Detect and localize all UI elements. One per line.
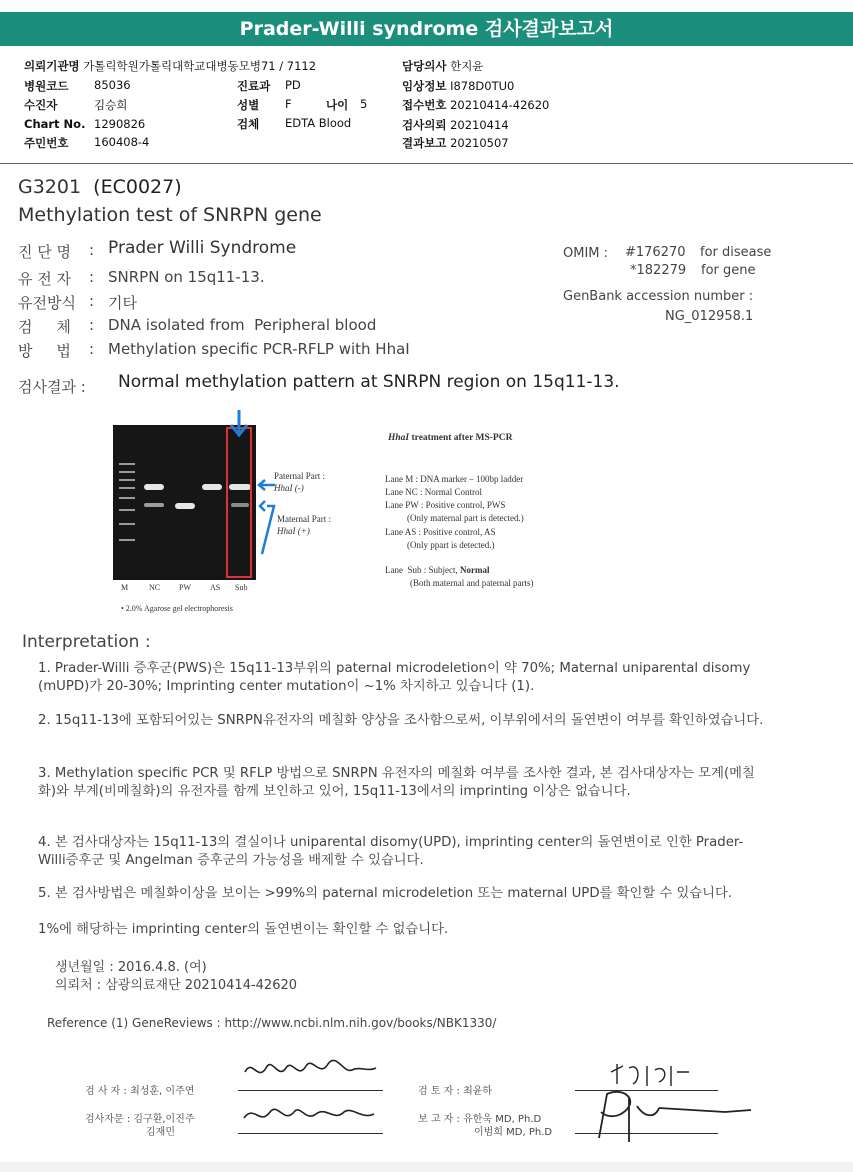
- lane-sub-note: (Both maternal and paternal parts): [410, 578, 534, 588]
- hospital-code-value: 85036: [94, 78, 131, 92]
- figure-heading-rest: treatment after MS-PCR: [409, 433, 513, 443]
- reporter-value-2: 이범희 MD, Ph.D: [474, 1127, 553, 1138]
- reviewer-row: [418, 1082, 492, 1097]
- advisor-label: 검사자문 :: [85, 1114, 131, 1125]
- test-code: G3201: [18, 176, 82, 198]
- gel-note: • 2.0% Agarose gel electrophoresis: [121, 604, 233, 613]
- age-row: [326, 97, 368, 113]
- gene-colon: :: [89, 268, 95, 286]
- specimen-field-colon: :: [89, 316, 95, 334]
- report-date-row: [402, 135, 509, 151]
- reviewer-label: 검 토 자 :: [418, 1086, 460, 1097]
- dept-label: 진료과: [237, 79, 271, 93]
- interpretation-item: 1%에 해당하는 imprinting center의 돌연변이는 확인할 수 없습니다.: [38, 922, 449, 937]
- report-title: Prader-Willi syndrome 검사결과보고서: [0, 12, 853, 46]
- paternal-arrow-icon: [256, 479, 276, 491]
- interpretation-item: 1. Prader-Willi 증후군(PWS)은 15q11-13부위의 paternal microdeletion이 약 70%; Maternal uniparental disomy (mUPD)가 20-30%; Imprinting center mutation이 ~1% 차지하고 있습니다 (1).: [38, 661, 751, 694]
- inheritance-label: 유전방식: [18, 294, 76, 312]
- specimen-label: 검체: [237, 117, 260, 131]
- sex-value: F: [285, 97, 292, 111]
- sex-label: 성별: [237, 98, 260, 112]
- maternal-label: Maternal Part :: [277, 514, 331, 524]
- header-divider: [0, 163, 853, 164]
- gene-label: 유 전 자: [18, 270, 72, 288]
- omim-label: OMIM :: [563, 246, 609, 261]
- doctor-row: [402, 58, 483, 74]
- lane-label-nc: NC: [149, 583, 161, 592]
- diagnosis-colon: :: [89, 241, 95, 259]
- clinical-row: [402, 78, 514, 94]
- lane-sub-bold: Normal: [460, 565, 490, 575]
- resident-label: 주민번호: [24, 136, 69, 150]
- interpretation-title: Interpretation :: [22, 632, 151, 652]
- reception-value: 20210414-42620: [450, 98, 550, 112]
- request-value: 20210414: [450, 118, 509, 132]
- clinical-value: I878D0TU0: [450, 79, 515, 93]
- maternal-sub: HhaI (+): [277, 526, 310, 536]
- ladder-band: [119, 487, 135, 489]
- omim-id-disease: #176270: [625, 245, 686, 260]
- specimen-row: [237, 116, 352, 132]
- genbank-value: NG_012958.1: [665, 309, 754, 324]
- as-paternal-band: [202, 484, 222, 490]
- tester-signature: [240, 1050, 380, 1090]
- institution-row: [24, 58, 316, 74]
- interpretation-item: 5. 본 검사방법은 메칠화이상을 보이는 >99%의 paternal microdeletion 또는 maternal UPD를 확인할 수 있습니다.: [38, 886, 733, 901]
- chart-value: 1290826: [94, 117, 146, 131]
- ladder-band: [119, 479, 135, 481]
- reviewer-signature: [605, 1058, 695, 1090]
- age-label: 나이: [326, 98, 349, 112]
- reception-row: [402, 97, 549, 113]
- reviewer-value: 최윤하: [463, 1086, 493, 1097]
- ladder-band: [119, 509, 135, 511]
- sex-row: [237, 97, 292, 113]
- advisor-signature-line: [238, 1133, 383, 1134]
- down-arrow-icon: [228, 408, 250, 440]
- hospital-code-row: [24, 78, 131, 94]
- gel-image: [113, 425, 256, 580]
- figure-heading: [388, 433, 512, 443]
- lane-sub-prefix: Lane Sub : Subject,: [385, 565, 460, 575]
- method-label: 방 법: [18, 342, 71, 360]
- ladder-band: [119, 463, 135, 465]
- institution-label: 의뢰기관명: [24, 59, 80, 73]
- resident-row: [24, 135, 150, 151]
- institution-value: 가톨릭학원가톨릭대학교대병동모병71 / 7112: [83, 59, 317, 73]
- method-colon: :: [89, 340, 95, 358]
- subject-lane-highlight: [226, 427, 252, 578]
- lane-nc-desc: Lane NC : Normal Control: [385, 487, 482, 497]
- figure-heading-enzyme: HhaI: [388, 433, 410, 443]
- lane-label-pw: PW: [179, 583, 191, 592]
- omim-desc-gene: for gene: [701, 263, 756, 278]
- collector-label: 수진자: [24, 98, 58, 112]
- lane-as-note: (Only ppart is detected.): [407, 540, 495, 550]
- diagnosis-label: 진 단 명: [18, 243, 72, 261]
- lane-pw-note: (Only maternal part is detected.): [407, 513, 524, 523]
- dept-row: [237, 78, 301, 94]
- paternal-sub: HhaI (-): [274, 483, 304, 493]
- reporter-value: 유한욱 MD, Ph.D: [463, 1114, 542, 1125]
- reference-line: Reference (1) GeneReviews : http://www.ncbi.nlm.nih.gov/books/NBK1330/: [47, 1016, 497, 1030]
- interpretation-item: 4. 본 검사대상자는 15q11-13의 결실이나 uniparental disomy(UPD), imprinting center의 돌연변이로 인한 Prader-Willi증후군 및 Angelman 증후군의 가능성을 배제할 수 있습니다.: [38, 835, 744, 868]
- nc-maternal-band: [144, 503, 164, 507]
- request-row: [402, 117, 509, 133]
- birth-line: 생년월일 : 2016.4.8. (여): [55, 960, 207, 975]
- hospital-code-label: 병원코드: [24, 79, 69, 93]
- advisor-signature: [240, 1098, 380, 1132]
- ladder-band: [119, 523, 135, 525]
- reporter-signature: [585, 1088, 755, 1144]
- omim-desc-disease: for disease: [700, 245, 772, 260]
- tester-signature-line: [238, 1090, 383, 1091]
- chart-label: Chart No.: [24, 117, 86, 131]
- lane-label-sub: Sub: [235, 583, 248, 592]
- test-name: Methylation test of SNRPN gene: [18, 204, 322, 226]
- paternal-label: Paternal Part :: [274, 471, 325, 481]
- collector-row: [24, 97, 128, 113]
- lane-label-m: M: [121, 583, 129, 592]
- resident-value: 160408-4: [94, 135, 150, 149]
- report-date-value: 20210507: [450, 136, 509, 150]
- inheritance-value: 기타: [108, 294, 137, 312]
- specimen-field-label: 검 체: [18, 318, 71, 336]
- result-label: 검사결과 :: [18, 378, 86, 396]
- doctor-value: 한지윤: [450, 59, 484, 73]
- reporter-label: 보 고 자 :: [418, 1114, 460, 1125]
- genbank-label: GenBank accession number :: [563, 289, 754, 304]
- diagnosis-value: Prader Willi Syndrome: [108, 238, 297, 258]
- lane-sub-desc: [385, 565, 490, 575]
- chart-row: [24, 117, 146, 131]
- ladder-band: [119, 471, 135, 473]
- reception-label: 접수번호: [402, 98, 447, 112]
- request-label: 검사의뢰: [402, 118, 447, 132]
- specimen-field-value: DNA isolated from Peripheral blood: [108, 316, 377, 334]
- nc-paternal-band: [144, 484, 164, 490]
- interpretation-item: 3. Methylation specific PCR 및 RFLP 방법으로 SNRPN 유전자의 메칠화 여부를 조사한 결과, 본 검사대상자는 모계(메칠화)와 부계(비메칠화)의 유전자를 함께 보인하고 있어, 15q11-13에서의 imprinting 이상은 없습니다.: [38, 766, 755, 799]
- dept-value: PD: [285, 78, 301, 92]
- report-date-label: 결과보고: [402, 136, 447, 150]
- lane-pw-desc: Lane PW : Positive control, PWS: [385, 500, 506, 510]
- interpretation-item: 2. 15q11-13에 포함되어있는 SNRPN유전자의 메칠화 양상을 조사함으로써, 이부위에서의 돌연변이 여부를 확인하였습니다.: [38, 713, 764, 728]
- ladder-band: [119, 497, 135, 499]
- tester-row: [85, 1082, 194, 1097]
- test-code-paren: (EC0027): [93, 176, 182, 198]
- omim-id-gene: *182279: [630, 263, 687, 278]
- inheritance-colon: :: [89, 292, 95, 310]
- lane-m-desc: Lane M : DNA marker – 100bp ladder: [385, 474, 524, 484]
- doctor-label: 담당의사: [402, 59, 447, 73]
- referrer-line: 의뢰처 : 삼광의료재단 20210414-42620: [55, 978, 298, 993]
- tester-label: 검 사 자 :: [85, 1086, 127, 1097]
- ladder-band: [119, 539, 135, 541]
- result-value: Normal methylation pattern at SNRPN region on 15q11-13.: [118, 372, 620, 392]
- maternal-arrow-icon: [256, 500, 278, 556]
- advisor-value: 김구환,이진주: [133, 1114, 195, 1125]
- advisor-row: [85, 1110, 195, 1125]
- lane-label-as: AS: [210, 583, 221, 592]
- clinical-label: 임상정보: [402, 79, 447, 93]
- collector-value: 김승희: [94, 98, 128, 112]
- specimen-value: EDTA Blood: [285, 116, 352, 130]
- tester-value: 최성훈, 이주연: [130, 1086, 195, 1097]
- pw-maternal-band: [175, 503, 195, 509]
- age-value: 5: [360, 97, 368, 111]
- test-code-row: [18, 176, 182, 198]
- lane-as-desc: Lane AS : Positive control, AS: [385, 527, 496, 537]
- method-value: Methylation specific PCR-RFLP with HhaI: [108, 340, 410, 358]
- gene-value: SNRPN on 15q11-13.: [108, 268, 265, 286]
- advisor-value-2: 김재민: [146, 1127, 175, 1138]
